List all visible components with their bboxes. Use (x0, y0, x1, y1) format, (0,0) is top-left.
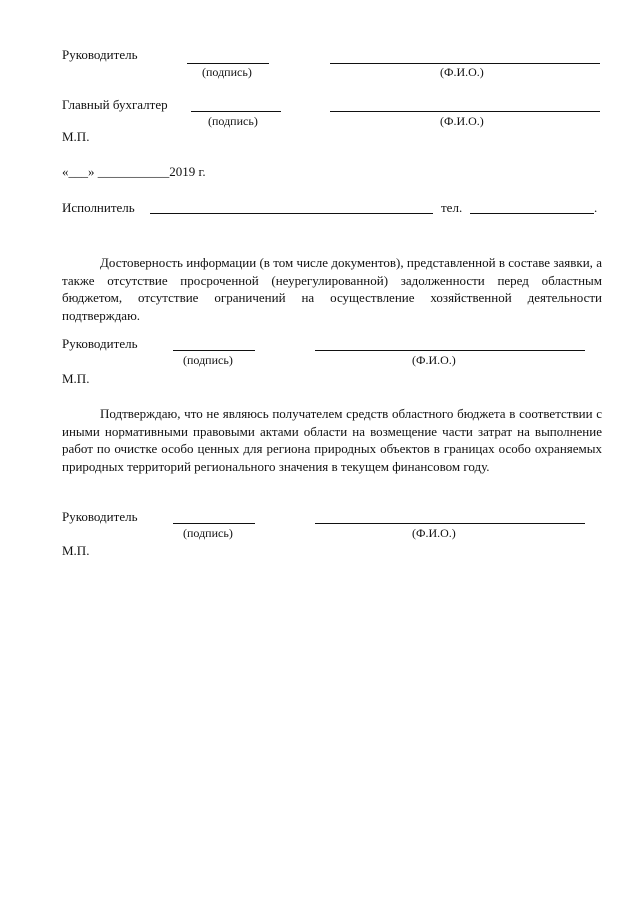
name-line-2 (330, 111, 600, 112)
executor-label: Исполнитель (62, 200, 135, 215)
name-line-3 (315, 350, 585, 351)
signature-line-1 (187, 63, 269, 64)
phone-end-dot: . (594, 200, 598, 215)
stamp-mark-4: М.П. (62, 543, 90, 558)
name-caption-3: (Ф.И.О.) (412, 353, 456, 367)
signature-line-4 (173, 523, 255, 524)
name-line-4 (315, 523, 585, 524)
name-line-1 (330, 63, 600, 64)
stamp-mark-3: М.П. (62, 371, 90, 386)
signature-caption-3: (подпись) (183, 353, 233, 367)
signature-caption-4: (подпись) (183, 526, 233, 540)
executor-name-line (150, 213, 433, 214)
stamp-mark-2: М.П. (62, 129, 90, 144)
name-caption-4: (Ф.И.О.) (412, 526, 456, 540)
signature-caption-2: (подпись) (208, 114, 258, 128)
signature-line-2 (191, 111, 281, 112)
signature-caption-1: (подпись) (202, 65, 252, 79)
confirmation-paragraph-2: Подтверждаю, что не являюсь получателем средств областного бюджета в соответствии с иными нормативными правовыми актами области на возмещение части затрат на выполнение работ по очистке особо ценных для региона природных объектов в границах особо охраняемых природных территорий регионального значения в текущем финансовом году. (62, 406, 602, 474)
confirmation-paragraph-1: Достоверность информации (в том числе документов), представленной в составе заявки, а также отсутствие просроченной (неурегулированной) задолженности перед областным бюджетом, отсутствие ограничений на осуществление хозяйственной деятельности подтверждаю. (62, 255, 602, 323)
name-caption-1: (Ф.И.О.) (440, 65, 484, 79)
head-label-4: Руководитель (62, 509, 138, 524)
head-label-3: Руководитель (62, 336, 138, 351)
signature-line-3 (173, 350, 255, 351)
phone-label: тел. (441, 200, 463, 215)
name-caption-2: (Ф.И.О.) (440, 114, 484, 128)
phone-line (470, 213, 594, 214)
head-label-1: Руководитель (62, 47, 138, 62)
accountant-label: Главный бухгалтер (62, 97, 168, 112)
date-line: «___» ___________2019 г. (62, 164, 206, 179)
